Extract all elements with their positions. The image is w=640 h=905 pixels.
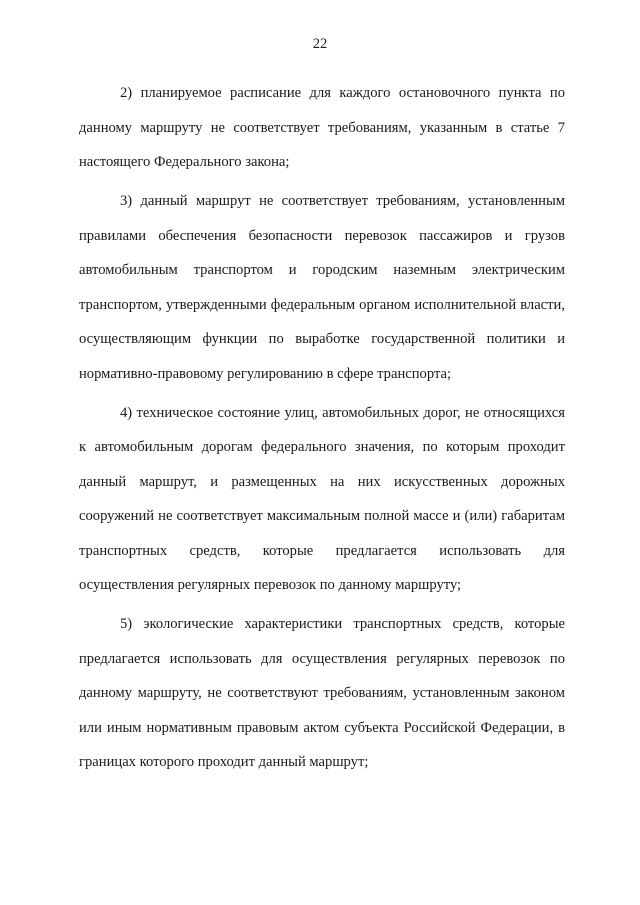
paragraph-item-4: 4) техническое состояние улиц, автомобильных дорог, не относящихся к автомобильным дорогам федерального значения, по которым проходит данный маршрут, и размещенных на них искусственных дорожных сооружений не соответствует максимальным полной массе и (или) габаритам транспортных средств, которые предлагается использовать для осуществления регулярных перевозок по данному маршруту; <box>79 404 565 593</box>
paragraph-item-2: 2) планируемое расписание для каждого остановочного пункта по данному маршруту не соответствует требованиям, указанным в статье 7 настоящего Федерального закона; <box>79 85 565 170</box>
document-body <box>79 76 565 780</box>
paragraph-item-3: 3) данный маршрут не соответствует требованиям, установленным правилами обеспечения безопасности перевозок пассажиров и грузов автомобильным транспортом и городским наземным электрическим транспортом, утвержденными федеральным органом исполнительной власти, осуществляющим функции по выработке государственной политики и нормативно-правовому регулированию в сфере транспорта; <box>79 193 565 382</box>
page-number: 22 <box>312 36 328 52</box>
paragraph-item-5: 5) экологические характеристики транспортных средств, которые предлагается использовать для осуществления регулярных перевозок по данному маршруту, не соответствуют требованиям, установленным законом или иным нормативным правовым актом субъекта Российской Федерации, в границах которого проходит данный маршрут; <box>79 616 565 770</box>
